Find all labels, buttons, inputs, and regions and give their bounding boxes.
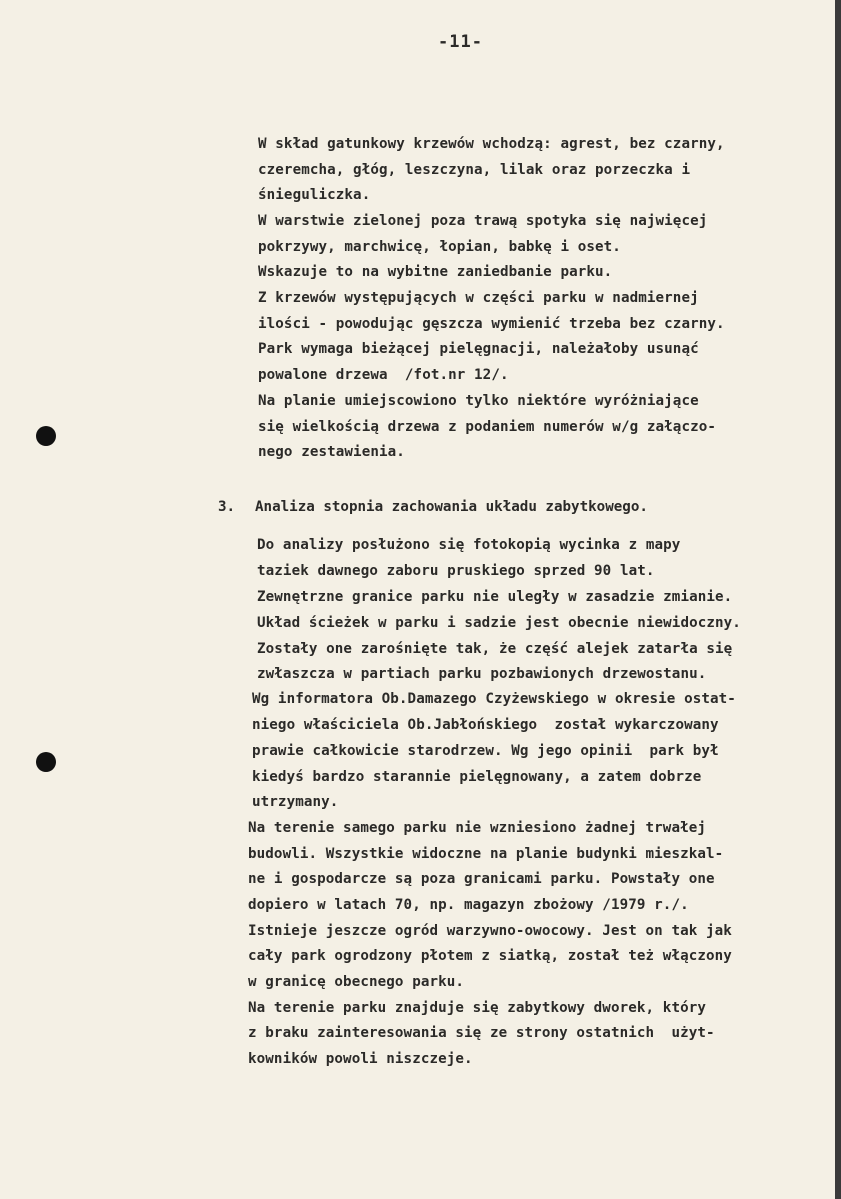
page-number: -11-: [438, 32, 483, 52]
text-line: Park wymaga bieżącej pielęgnacji, należałoby usunąć: [258, 341, 699, 357]
text-line: Układ ścieżek w parku i sadzie jest obecnie niewidoczny.: [257, 615, 741, 631]
text-line: Z krzewów występujących w części parku w nadmiernej: [258, 290, 699, 306]
text-line: Na planie umiejscowiono tylko niektóre wyróżniające: [258, 393, 699, 409]
text-line: utrzymany.: [252, 794, 339, 810]
text-line: Na terenie parku znajduje się zabytkowy dworek, który: [248, 1000, 707, 1016]
text-line: pokrzywy, marchwicę, łopian, babkę i oset.: [258, 239, 621, 255]
text-line: budowli. Wszystkie widoczne na planie budynki mieszkal-: [248, 846, 724, 862]
punch-hole-bottom: [36, 752, 56, 772]
punch-hole-top: [36, 426, 56, 446]
text-line: Wg informatora Ob.Damazego Czyżewskiego w okresie ostat-: [252, 691, 736, 707]
text-line: Wskazuje to na wybitne zaniedbanie parku.: [258, 264, 613, 280]
text-line: cały park ogrodzony płotem z siatką, został też włączony: [248, 948, 732, 964]
text-line: powalone drzewa /fot.nr 12/.: [258, 367, 509, 383]
text-line: śnieguliczka.: [258, 187, 371, 203]
text-line: kowników powoli niszczeje.: [248, 1051, 473, 1067]
text-line: prawie całkowicie starodrzew. Wg jego opinii park był: [252, 743, 719, 759]
text-line: w granicę obecnego parku.: [248, 974, 465, 990]
text-line: Istnieje jeszcze ogród warzywno-owocowy. Jest on tak jak: [248, 923, 732, 939]
text-line: Zostały one zarośnięte tak, że część alejek zatarła się: [257, 641, 733, 657]
text-line: niego właściciela Ob.Jabłońskiego został wykarczowany: [252, 717, 719, 733]
text-line: taziek dawnego zaboru pruskiego sprzed 90 lat.: [257, 563, 655, 579]
text-line: ilości - powodując gęszcza wymienić trzeba bez czarny.: [258, 316, 725, 332]
text-line: kiedyś bardzo starannie pielęgnowany, a zatem dobrze: [252, 769, 702, 785]
section-title: Analiza stopnia zachowania układu zabytkowego.: [255, 499, 648, 515]
text-line: Zewnętrzne granice parku nie uległy w zasadzie zmianie.: [257, 589, 733, 605]
text-line: dopiero w latach 70, np. magazyn zbożowy /1979 r./.: [248, 897, 689, 913]
text-line: się wielkością drzewa z podaniem numerów w/g załączo-: [258, 419, 717, 435]
text-line: ne i gospodarcze są poza granicami parku. Powstały one: [248, 871, 715, 887]
text-line: Na terenie samego parku nie wzniesiono żadnej trwałej: [248, 820, 707, 836]
text-line: W skład gatunkowy krzewów wchodzą: agrest, bez czarny,: [258, 136, 725, 152]
text-line: nego zestawienia.: [258, 444, 405, 460]
text-line: czeremcha, głóg, leszczyna, lilak oraz porzeczka i: [258, 162, 691, 178]
text-line: Do analizy posłużono się fotokopią wycinka z mapy: [257, 537, 681, 553]
section-number: 3.: [218, 499, 236, 515]
scan-edge: [835, 0, 841, 1199]
text-line: z braku zainteresowania się ze strony ostatnich użyt-: [248, 1025, 715, 1041]
text-line: W warstwie zielonej poza trawą spotyka się najwięcej: [258, 213, 708, 229]
text-line: zwłaszcza w partiach parku pozbawionych drzewostanu.: [257, 666, 707, 682]
